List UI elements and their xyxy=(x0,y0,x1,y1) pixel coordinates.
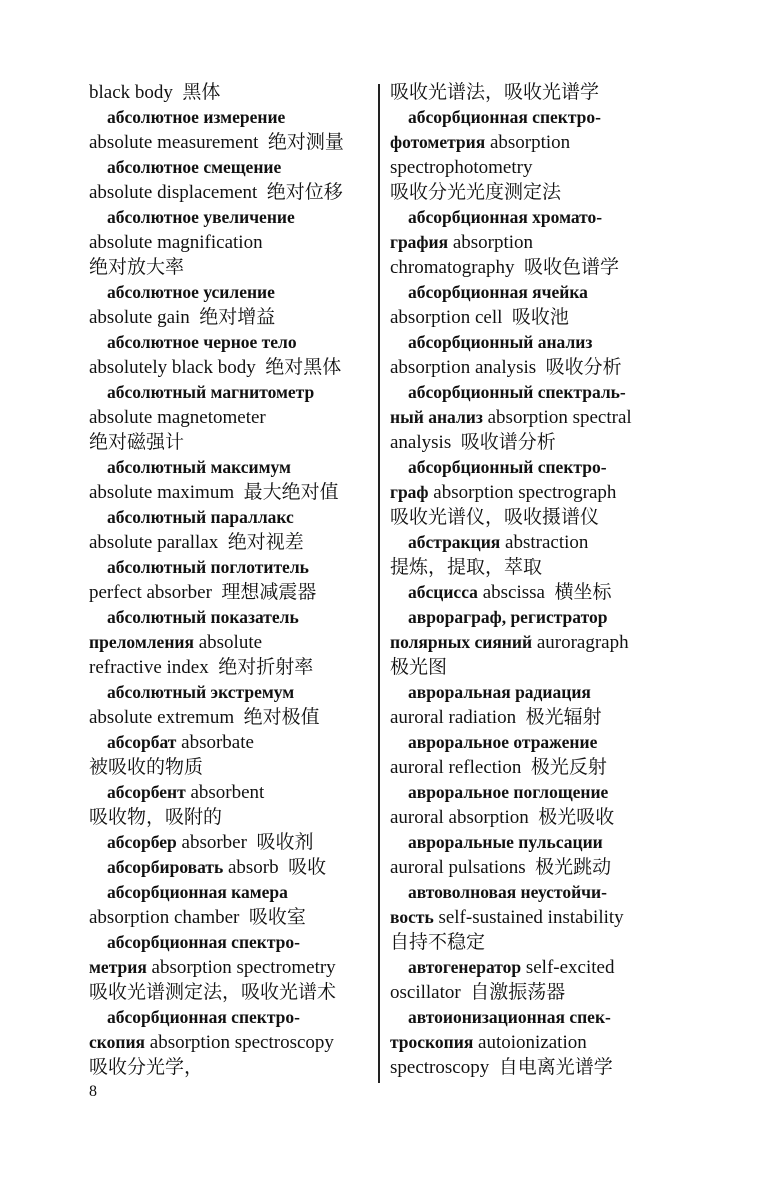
russian-term: абсорбент xyxy=(107,782,186,802)
russian-term: абсорбционная спектро- xyxy=(408,107,601,127)
translation-inline: absolute xyxy=(193,632,263,653)
dictionary-entry xyxy=(89,680,372,730)
dictionary-entry xyxy=(89,555,372,605)
translation-line: 吸收光谱法，吸收光谱学 xyxy=(390,82,600,103)
russian-term: абсцисса xyxy=(408,582,478,602)
russian-term: абсолютный параллакс xyxy=(107,507,294,527)
dictionary-entry xyxy=(89,455,372,505)
dictionary-entry xyxy=(390,80,675,105)
translation-inline: absorption spectrometry xyxy=(146,957,336,978)
russian-term: авроральная радиация xyxy=(408,682,591,702)
translation-inline: absorption spectroscopy xyxy=(145,1032,334,1053)
dictionary-entry xyxy=(390,530,675,580)
russian-term-continued: вость xyxy=(390,907,434,927)
russian-term: абсорбционная спектро- xyxy=(107,932,300,952)
russian-term: абсорбционный анализ xyxy=(408,332,593,352)
translation-line: refractive index 绝对折射率 xyxy=(89,657,314,678)
dictionary-entry xyxy=(390,780,675,830)
translation-line: absolute gain 绝对增益 xyxy=(89,307,276,328)
translation-line: absolute displacement 绝对位移 xyxy=(89,182,343,203)
russian-term: абсорбционный спектраль- xyxy=(408,382,626,402)
translation-line: auroral pulsations 极光跳动 xyxy=(390,857,612,878)
dictionary-entry xyxy=(390,580,675,605)
translation-line: chromatography 吸收色谱学 xyxy=(390,257,620,278)
russian-term: абсолютное черное тело xyxy=(107,332,297,352)
translation-inline: absorbent xyxy=(185,782,265,803)
russian-term: авроральное поглощение xyxy=(408,782,609,802)
dictionary-entry xyxy=(390,330,675,380)
translation-line: absorption analysis 吸收分析 xyxy=(390,357,622,378)
translation-inline: absorb 吸收 xyxy=(223,857,327,878)
translation-line: absolute magnetometer xyxy=(89,407,266,428)
dictionary-entry xyxy=(390,380,675,455)
translation-inline: abscissa 横坐标 xyxy=(477,582,612,603)
dictionary-entry xyxy=(89,280,372,330)
russian-term: абсорбционная ячейка xyxy=(408,282,588,302)
translation-inline: auroragraph xyxy=(532,632,629,653)
dictionary-entry xyxy=(89,780,372,830)
dictionary-entry xyxy=(89,80,372,105)
dictionary-entry xyxy=(390,205,675,280)
translation-line: auroral reflection 极光反射 xyxy=(390,757,607,778)
russian-term: авроральные пульсации xyxy=(408,832,603,852)
translation-line: absolute magnification xyxy=(89,232,263,253)
russian-term-continued: полярных сияний xyxy=(390,632,533,652)
dictionary-entry xyxy=(89,830,372,855)
russian-term-continued: фотометрия xyxy=(390,132,486,152)
translation-line: 吸收光谱测定法，吸收光谱术 xyxy=(89,982,337,1003)
translation-line: analysis 吸收谱分析 xyxy=(390,432,556,453)
translation-line: 自持不稳定 xyxy=(390,932,486,953)
russian-term: абсолютный магнитометр xyxy=(107,382,315,402)
russian-term-continued: скопия xyxy=(89,1032,146,1052)
dictionary-entry xyxy=(89,155,372,205)
right-column xyxy=(390,80,675,1080)
russian-term-continued: графия xyxy=(390,232,449,252)
translation-line: 提炼，提取，萃取 xyxy=(390,557,543,578)
russian-term: абсорбционная хромато- xyxy=(408,207,603,227)
dictionary-entry xyxy=(89,105,372,155)
russian-term: абсолютный поглотитель xyxy=(107,557,309,577)
left-column xyxy=(89,80,372,1080)
dictionary-entry xyxy=(89,730,372,780)
russian-term: абсорбционная камера xyxy=(107,882,288,902)
translation-line: oscillator 自激振荡器 xyxy=(390,982,566,1003)
russian-term-continued: граф xyxy=(390,482,429,502)
dictionary-entry xyxy=(89,330,372,380)
russian-term: автоионизационная спек- xyxy=(408,1007,611,1027)
russian-term: абсолютное смещение xyxy=(107,157,282,177)
translation-line: black body 黑体 xyxy=(89,82,221,103)
dictionary-entry xyxy=(390,680,675,730)
translation-line: absorption chamber 吸收室 xyxy=(89,907,306,928)
russian-term-continued: троскопия xyxy=(390,1032,474,1052)
translation-line: absolute parallax 绝对视差 xyxy=(89,532,304,553)
translation-line: absolute maximum 最大绝对值 xyxy=(89,482,339,503)
translation-line: 吸收分光光度测定法 xyxy=(390,182,562,203)
translation-line: spectroscopy 自电离光谱学 xyxy=(390,1057,613,1078)
translation-inline: autoionization xyxy=(473,1032,587,1053)
translation-inline: self-sustained instability xyxy=(433,907,624,928)
dictionary-entry xyxy=(390,280,675,330)
translation-inline: absorber 吸收剂 xyxy=(176,832,314,853)
russian-term: абсорбционный спектро- xyxy=(408,457,607,477)
dictionary-entry xyxy=(89,205,372,280)
translation-line: 绝对放大率 xyxy=(89,257,185,278)
russian-term: абсолютный экстремум xyxy=(107,682,295,702)
russian-term: абсорбат xyxy=(107,732,177,752)
dictionary-entry xyxy=(89,855,372,880)
translation-line: absolutely black body 绝对黑体 xyxy=(89,357,342,378)
dictionary-entry xyxy=(390,730,675,780)
translation-line: 吸收分光学， xyxy=(89,1057,204,1078)
translation-inline: absorption spectral xyxy=(482,407,632,428)
translation-inline: self-excited xyxy=(521,957,615,978)
russian-term: абстракция xyxy=(408,532,501,552)
translation-line: 吸收物，吸附的 xyxy=(89,807,223,828)
translation-line: absolute extremum 绝对极值 xyxy=(89,707,320,728)
russian-term-continued: преломления xyxy=(89,632,194,652)
dictionary-entry xyxy=(89,380,372,455)
translation-line: auroral radiation 极光辐射 xyxy=(390,707,602,728)
translation-line: 吸收光谱仪，吸收摄谱仪 xyxy=(390,507,600,528)
translation-inline: absorption spectrograph xyxy=(428,482,617,503)
dictionary-entry xyxy=(390,105,675,205)
translation-inline: absorbate xyxy=(176,732,254,753)
translation-inline: absorption xyxy=(485,132,571,153)
translation-line: absolute measurement 绝对测量 xyxy=(89,132,344,153)
russian-term: абсолютный показатель xyxy=(107,607,299,627)
russian-term: абсорбер xyxy=(107,832,177,852)
russian-term: абсолютное усиление xyxy=(107,282,275,302)
column-divider xyxy=(378,84,380,1083)
dictionary-entry xyxy=(89,880,372,930)
page-number: 8 xyxy=(89,1083,97,1100)
dictionary-entry xyxy=(390,880,675,955)
translation-line: 被吸收的物质 xyxy=(89,757,204,778)
russian-term: абсорбировать xyxy=(107,857,224,877)
translation-line: spectrophotometry xyxy=(390,157,533,178)
dictionary-entry xyxy=(390,1005,675,1080)
dictionary-entry xyxy=(89,930,372,1005)
dictionary-entry xyxy=(89,1005,372,1080)
russian-term: абсолютное измерение xyxy=(107,107,286,127)
translation-line: auroral absorption 极光吸收 xyxy=(390,807,615,828)
dictionary-entry xyxy=(390,455,675,530)
russian-term-continued: метрия xyxy=(89,957,147,977)
russian-term: автоволновая неустойчи- xyxy=(408,882,607,902)
translation-line: 绝对磁强计 xyxy=(89,432,185,453)
dictionary-entry xyxy=(390,955,675,1005)
russian-term: абсолютный максимум xyxy=(107,457,291,477)
russian-term-continued: ный анализ xyxy=(390,407,483,427)
russian-term: авроральное отражение xyxy=(408,732,598,752)
dictionary-entry xyxy=(89,505,372,555)
translation-line: absorption cell 吸收池 xyxy=(390,307,569,328)
russian-term: автогенератор xyxy=(408,957,522,977)
russian-term: аврораграф, регистратор xyxy=(408,607,608,627)
translation-inline: absorption xyxy=(448,232,534,253)
russian-term: абсорбционная спектро- xyxy=(107,1007,300,1027)
dictionary-entry xyxy=(390,605,675,680)
translation-line: 极光图 xyxy=(390,657,448,678)
translation-line: perfect absorber 理想减震器 xyxy=(89,582,317,603)
russian-term: абсолютное увеличение xyxy=(107,207,295,227)
dictionary-entry xyxy=(390,830,675,880)
translation-inline: abstraction xyxy=(500,532,589,553)
dictionary-entry xyxy=(89,605,372,680)
